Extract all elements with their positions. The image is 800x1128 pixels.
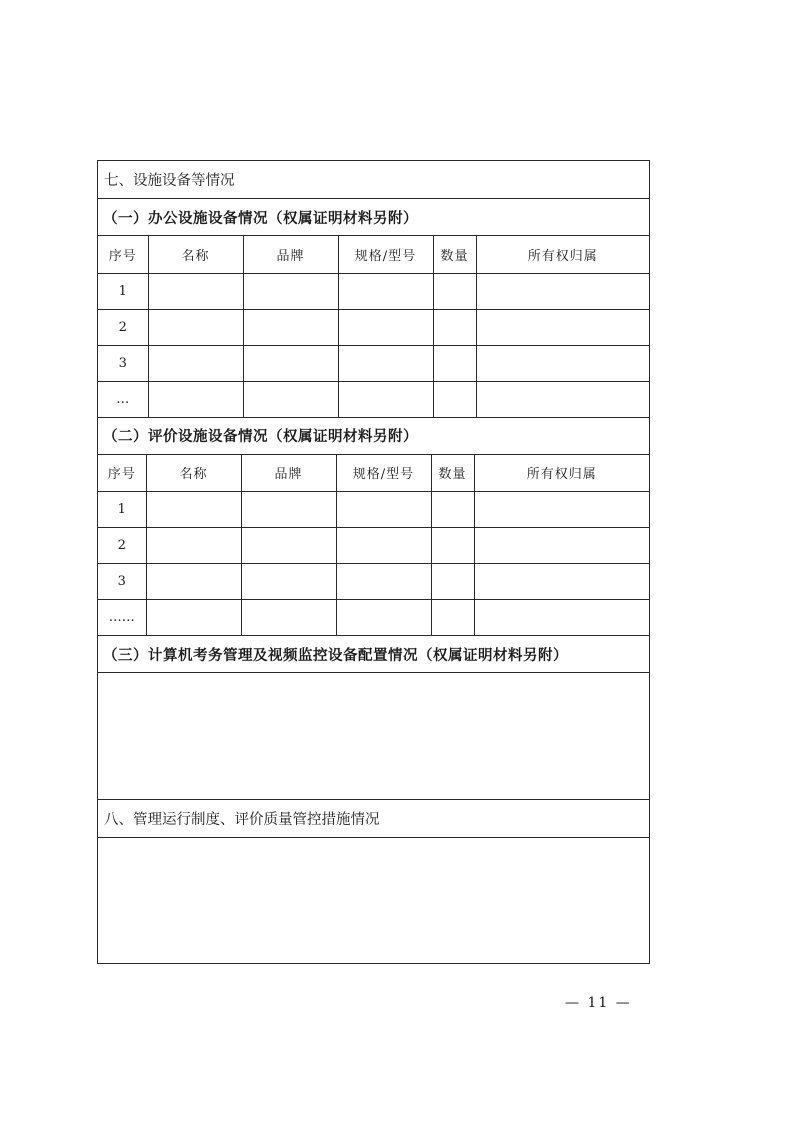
cell-model[interactable] bbox=[336, 492, 431, 528]
exam-monitoring-blank-area[interactable] bbox=[98, 673, 649, 800]
cell-quantity[interactable] bbox=[433, 273, 476, 309]
exam-monitoring-title: （三）计算机考务管理及视频监控设备配置情况（权属证明材料另附） bbox=[98, 636, 649, 673]
row-seq: 3 bbox=[98, 564, 146, 600]
management-blank-area[interactable] bbox=[98, 838, 649, 963]
cell-ownership[interactable] bbox=[474, 600, 649, 636]
cell-quantity[interactable] bbox=[433, 381, 476, 417]
cell-name[interactable] bbox=[146, 528, 241, 564]
cell-brand[interactable] bbox=[243, 309, 338, 345]
cell-ownership[interactable] bbox=[476, 309, 649, 345]
cell-brand[interactable] bbox=[243, 381, 338, 417]
header-brand: 品牌 bbox=[241, 455, 336, 492]
cell-brand[interactable] bbox=[241, 564, 336, 600]
office-equipment-table bbox=[98, 236, 649, 418]
cell-ownership[interactable] bbox=[476, 345, 649, 381]
row-seq: 1 bbox=[98, 492, 146, 528]
cell-model[interactable] bbox=[336, 600, 431, 636]
office-equipment-title: （一）办公设施设备情况（权属证明材料另附） bbox=[98, 199, 649, 236]
row-seq: 3 bbox=[98, 345, 148, 381]
header-ownership: 所有权归属 bbox=[476, 236, 649, 273]
cell-ownership[interactable] bbox=[476, 381, 649, 417]
table-row bbox=[98, 564, 649, 600]
table-row bbox=[98, 381, 649, 417]
evaluation-equipment-table bbox=[98, 455, 649, 637]
header-quantity: 数量 bbox=[433, 236, 476, 273]
cell-name[interactable] bbox=[146, 564, 241, 600]
row-seq: … bbox=[98, 381, 148, 417]
cell-model[interactable] bbox=[338, 381, 433, 417]
cell-name[interactable] bbox=[148, 273, 243, 309]
row-seq: 1 bbox=[98, 273, 148, 309]
cell-brand[interactable] bbox=[243, 273, 338, 309]
header-brand: 品牌 bbox=[243, 236, 338, 273]
cell-model[interactable] bbox=[338, 273, 433, 309]
facilities-form bbox=[97, 160, 650, 964]
table-header-row bbox=[98, 455, 649, 492]
header-seq: 序号 bbox=[98, 455, 146, 492]
table-row bbox=[98, 309, 649, 345]
table-header-row bbox=[98, 236, 649, 273]
cell-name[interactable] bbox=[148, 309, 243, 345]
row-seq: 2 bbox=[98, 528, 146, 564]
table-row bbox=[98, 492, 649, 528]
cell-name[interactable] bbox=[146, 492, 241, 528]
cell-ownership[interactable] bbox=[474, 564, 649, 600]
cell-quantity[interactable] bbox=[431, 564, 474, 600]
cell-name[interactable] bbox=[148, 345, 243, 381]
cell-name[interactable] bbox=[148, 381, 243, 417]
cell-ownership[interactable] bbox=[476, 273, 649, 309]
row-seq: 2 bbox=[98, 309, 148, 345]
cell-ownership[interactable] bbox=[474, 492, 649, 528]
cell-brand[interactable] bbox=[243, 345, 338, 381]
cell-brand[interactable] bbox=[241, 492, 336, 528]
cell-quantity[interactable] bbox=[431, 528, 474, 564]
header-seq: 序号 bbox=[98, 236, 148, 273]
section-7-title: 七、设施设备等情况 bbox=[98, 161, 649, 199]
header-name: 名称 bbox=[148, 236, 243, 273]
cell-quantity[interactable] bbox=[431, 600, 474, 636]
table-row bbox=[98, 528, 649, 564]
cell-name[interactable] bbox=[146, 600, 241, 636]
cell-model[interactable] bbox=[338, 309, 433, 345]
header-model: 规格/型号 bbox=[338, 236, 433, 273]
row-seq: …… bbox=[98, 600, 146, 636]
cell-model[interactable] bbox=[336, 564, 431, 600]
table-row bbox=[98, 345, 649, 381]
header-ownership: 所有权归属 bbox=[474, 455, 649, 492]
cell-quantity[interactable] bbox=[431, 492, 474, 528]
evaluation-equipment-title: （二）评价设施设备情况（权属证明材料另附） bbox=[98, 418, 649, 455]
cell-brand[interactable] bbox=[241, 600, 336, 636]
header-name: 名称 bbox=[146, 455, 241, 492]
page-number: — 11 — bbox=[565, 995, 632, 1011]
header-quantity: 数量 bbox=[431, 455, 474, 492]
table-row bbox=[98, 273, 649, 309]
cell-ownership[interactable] bbox=[474, 528, 649, 564]
cell-model[interactable] bbox=[338, 345, 433, 381]
cell-quantity[interactable] bbox=[433, 345, 476, 381]
section-8-title: 八、管理运行制度、评价质量管控措施情况 bbox=[98, 800, 649, 838]
cell-brand[interactable] bbox=[241, 528, 336, 564]
table-row bbox=[98, 600, 649, 636]
cell-quantity[interactable] bbox=[433, 309, 476, 345]
cell-model[interactable] bbox=[336, 528, 431, 564]
header-model: 规格/型号 bbox=[336, 455, 431, 492]
